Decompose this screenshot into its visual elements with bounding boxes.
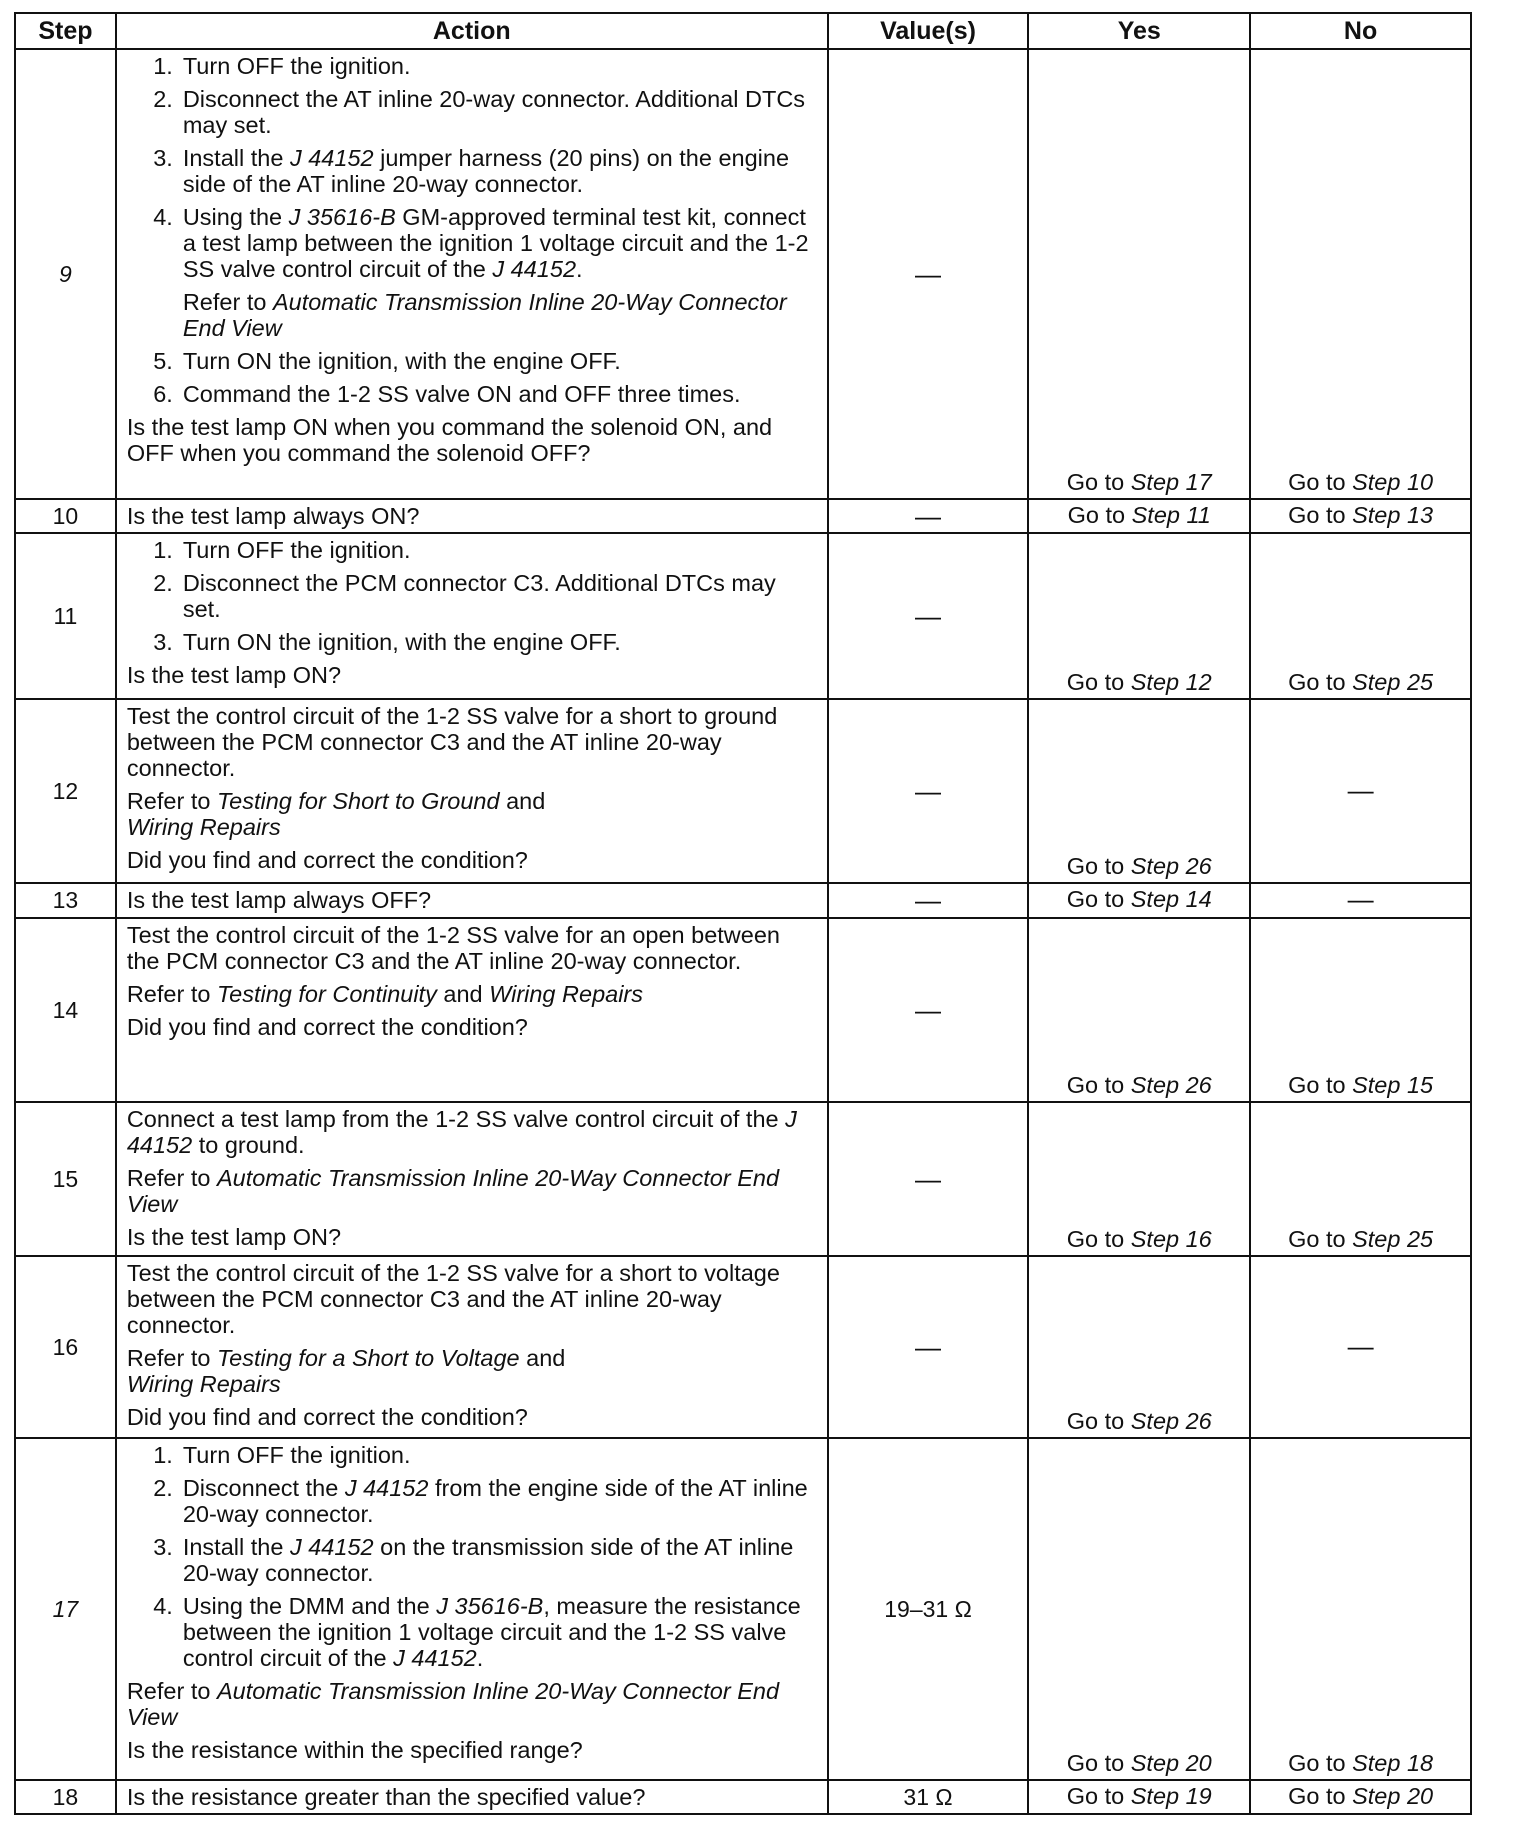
list-item: 5. Turn ON the ignition, with the engine OFF. bbox=[153, 348, 621, 374]
yes-cell: Go to Step 20 bbox=[1028, 1438, 1250, 1780]
value-cell: 19–31 Ω bbox=[828, 1438, 1029, 1780]
value-cell: — bbox=[828, 699, 1029, 883]
header-yes: Yes bbox=[1028, 13, 1250, 49]
value-cell: — bbox=[828, 1102, 1029, 1256]
table-header-row bbox=[15, 13, 1471, 49]
list-item: 1. Turn OFF the ignition. bbox=[153, 53, 411, 79]
step-number: 9 bbox=[15, 49, 116, 499]
reference-note: Refer to Automatic Transmission Inline 20-Way Connector End View bbox=[126, 1165, 780, 1217]
yes-cell: Go to Step 14 bbox=[1028, 883, 1250, 918]
value-cell: — bbox=[828, 918, 1029, 1102]
yes-cell: Go to Step 17 bbox=[1028, 49, 1250, 499]
action-cell bbox=[116, 1438, 828, 1780]
value-cell: — bbox=[828, 499, 1029, 533]
table-row-step-13 bbox=[15, 883, 1471, 918]
step-number: 11 bbox=[15, 533, 116, 699]
no-cell: Go to Step 20 bbox=[1250, 1780, 1471, 1814]
instruction: Test the control circuit of the 1-2 SS valve for an open between the PCM connector C3 and the AT inline 20-way connector. bbox=[126, 922, 780, 974]
question: Is the test lamp ON when you command the solenoid ON, and OFF when you command the solenoid OFF? bbox=[126, 414, 773, 466]
list-item: 1. Turn OFF the ignition. bbox=[153, 1442, 411, 1468]
question: Is the test lamp ON? bbox=[126, 662, 342, 688]
table-row-step-12 bbox=[15, 699, 1471, 883]
yes-cell: Go to Step 12 bbox=[1028, 533, 1250, 699]
step-number: 14 bbox=[15, 918, 116, 1102]
step-number: 17 bbox=[15, 1438, 116, 1780]
yes-cell: Go to Step 16 bbox=[1028, 1102, 1250, 1256]
value-cell: — bbox=[828, 49, 1029, 499]
question: Is the test lamp always ON? bbox=[126, 503, 420, 529]
value-cell: — bbox=[828, 533, 1029, 699]
reference-note: Refer to Testing for Continuity and Wiring Repairs bbox=[126, 981, 644, 1007]
reference-note: Refer to Automatic Transmission Inline 20-Way Connector End View bbox=[182, 289, 787, 341]
action-cell bbox=[116, 1780, 828, 1814]
table-row-step-16 bbox=[15, 1256, 1471, 1438]
list-item: 3. Turn ON the ignition, with the engine OFF. bbox=[153, 629, 621, 655]
instruction: Connect a test lamp from the 1-2 SS valve control circuit of the J 44152 to ground. bbox=[126, 1106, 797, 1158]
list-item: 2. Disconnect the AT inline 20-way connector. Additional DTCs may set. bbox=[153, 86, 806, 138]
question: Did you find and correct the condition? bbox=[126, 1404, 528, 1430]
no-cell: Go to Step 18 bbox=[1250, 1438, 1471, 1780]
question: Is the test lamp ON? bbox=[126, 1224, 342, 1250]
table-row-step-18 bbox=[15, 1780, 1471, 1814]
reference-note: Refer to Automatic Transmission Inline 20-Way Connector End View bbox=[126, 1678, 780, 1730]
header-step: Step bbox=[15, 13, 116, 49]
table-row-step-9 bbox=[15, 49, 1471, 499]
value-cell: — bbox=[828, 883, 1029, 918]
step-number: 12 bbox=[15, 699, 116, 883]
step-number: 18 bbox=[15, 1780, 116, 1814]
yes-cell: Go to Step 26 bbox=[1028, 918, 1250, 1102]
table-row-step-17 bbox=[15, 1438, 1471, 1780]
list-item: 3. Install the J 44152 jumper harness (20 pins) on the engine side of the AT inline 20-way connector. bbox=[153, 145, 790, 197]
action-cell bbox=[116, 918, 828, 1102]
table-row-step-15 bbox=[15, 1102, 1471, 1256]
no-cell: Go to Step 13 bbox=[1250, 499, 1471, 533]
no-cell: — bbox=[1250, 699, 1471, 883]
value-cell: 31 Ω bbox=[828, 1780, 1029, 1814]
list-item: 2. Disconnect the PCM connector C3. Additional DTCs may set. bbox=[153, 570, 776, 622]
no-cell: Go to Step 15 bbox=[1250, 918, 1471, 1102]
header-values: Value(s) bbox=[828, 13, 1029, 49]
no-cell: — bbox=[1250, 1256, 1471, 1438]
action-cell bbox=[116, 49, 828, 499]
table-row-step-14 bbox=[15, 918, 1471, 1102]
reference-note: Refer to Testing for Short to Ground and Wiring Repairs bbox=[126, 788, 546, 840]
no-cell: Go to Step 25 bbox=[1250, 1102, 1471, 1256]
yes-cell: Go to Step 19 bbox=[1028, 1780, 1250, 1814]
table-row-step-10 bbox=[15, 499, 1471, 533]
action-cell bbox=[116, 1256, 828, 1438]
instruction: Test the control circuit of the 1-2 SS valve for a short to voltage between the PCM connector C3 and the AT inline 20-way connector. bbox=[126, 1260, 780, 1338]
list-item: 4. Using the J 35616-B GM-approved terminal test kit, connect a test lamp between the ignition 1 voltage circuit and the 1-2 SS valve control circuit of the J 44152. bbox=[153, 204, 809, 282]
list-item: 3. Install the J 44152 on the transmission side of the AT inline 20-way connector. bbox=[153, 1534, 794, 1586]
diagnostic-table bbox=[14, 12, 1472, 1815]
step-number: 13 bbox=[15, 883, 116, 918]
step-number: 10 bbox=[15, 499, 116, 533]
table-row-step-11 bbox=[15, 533, 1471, 699]
yes-cell: Go to Step 26 bbox=[1028, 699, 1250, 883]
step-number: 15 bbox=[15, 1102, 116, 1256]
header-action: Action bbox=[116, 13, 828, 49]
no-cell: — bbox=[1250, 883, 1471, 918]
yes-cell: Go to Step 11 bbox=[1028, 499, 1250, 533]
step-number: 16 bbox=[15, 1256, 116, 1438]
action-cell bbox=[116, 699, 828, 883]
action-cell bbox=[116, 883, 828, 918]
question: Did you find and correct the condition? bbox=[126, 847, 528, 873]
question: Is the resistance greater than the specified value? bbox=[126, 1784, 646, 1810]
question: Is the test lamp always OFF? bbox=[126, 887, 432, 913]
question: Is the resistance within the specified range? bbox=[126, 1737, 583, 1763]
list-item: 2. Disconnect the J 44152 from the engine side of the AT inline 20-way connector. bbox=[153, 1475, 808, 1527]
action-cell bbox=[116, 499, 828, 533]
yes-cell: Go to Step 26 bbox=[1028, 1256, 1250, 1438]
list-item: 1. Turn OFF the ignition. bbox=[153, 537, 411, 563]
no-cell: Go to Step 25 bbox=[1250, 533, 1471, 699]
list-item: 6. Command the 1-2 SS valve ON and OFF three times. bbox=[153, 381, 741, 407]
action-cell bbox=[116, 533, 828, 699]
header-no: No bbox=[1250, 13, 1471, 49]
reference-note: Refer to Testing for a Short to Voltage and Wiring Repairs bbox=[126, 1345, 566, 1397]
question: Did you find and correct the condition? bbox=[126, 1014, 528, 1040]
instruction: Test the control circuit of the 1-2 SS valve for a short to ground between the PCM connector C3 and the AT inline 20-way connector. bbox=[126, 703, 778, 781]
no-cell: Go to Step 10 bbox=[1250, 49, 1471, 499]
value-cell: — bbox=[828, 1256, 1029, 1438]
list-item: 4. Using the DMM and the J 35616-B, measure the resistance between the ignition 1 voltage circuit and the 1-2 SS valve control circuit of the J 44152. bbox=[153, 1593, 801, 1671]
action-cell bbox=[116, 1102, 828, 1256]
